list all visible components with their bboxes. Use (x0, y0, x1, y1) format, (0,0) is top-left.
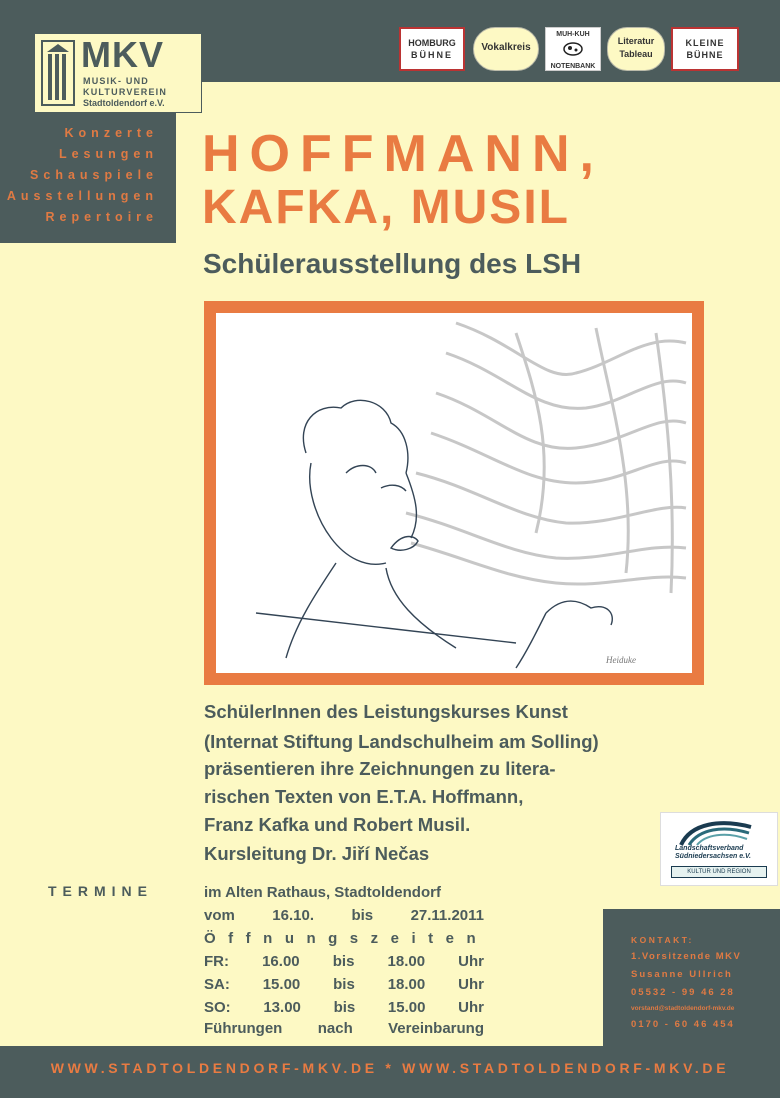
venue-text: im Alten Rathaus, Stadtoldendorf (204, 884, 441, 901)
footer-band (0, 1046, 780, 1098)
footer-url[interactable]: WWW.STADTOLDENDORF-MKV.DE * WWW.STADTOLDENDORF-MKV.DE (50, 1060, 730, 1076)
hours-row-sa (204, 976, 484, 993)
muhkuh-line2: NOTENBANK (550, 63, 596, 70)
hours-bis: bis (333, 976, 355, 993)
tours-word3: Vereinbarung (388, 1020, 484, 1037)
hours-bis: bis (333, 999, 356, 1016)
sponsor-line2: Südniedersachsen e.V. (675, 853, 751, 860)
hours-row-fr (204, 953, 484, 970)
logo-line3: Stadtoldendorf e.V. (83, 98, 165, 108)
muhkuh-line1: MUH-KUH (556, 31, 590, 38)
homburg-line2: BÜHNE (410, 50, 453, 60)
subtitle: Schülerausstellung des LSH (203, 248, 582, 279)
opening-hours-title (204, 930, 489, 947)
contact-name: Susanne Ullrich (631, 969, 733, 980)
nav-item-ausstellungen: Ausstellungen (6, 189, 158, 203)
hours-to: 18.00 (387, 953, 426, 970)
dates-bis-label: bis (351, 907, 374, 924)
kleine-line2: BÜHNE (686, 50, 724, 60)
muhkuh-logo (545, 27, 601, 71)
tours-word2: nach (317, 1020, 353, 1037)
description-line1: SchülerInnen des Leistungskurses Kunst (204, 701, 568, 722)
nav-item-schauspiele: Schauspiele (30, 168, 158, 182)
artwork-signature: Heiduke (606, 655, 636, 665)
termine-label: TERMINE (48, 883, 153, 899)
contact-role: 1.Vorsitzende MKV (631, 951, 742, 962)
dates-end: 27.11.2011 (410, 907, 484, 924)
description-line6: Kursleitung Dr. Jiří Nečas (204, 843, 430, 864)
hours-day: FR: (204, 953, 229, 970)
termine-dates (204, 907, 484, 924)
description-line4: rischen Texten von E.T.A. Hoffmann, (204, 786, 524, 807)
dates-from-label: vom (204, 907, 235, 924)
hours-to: 18.00 (387, 976, 426, 993)
tours-row (204, 1020, 484, 1037)
nav-item-repertoire: Repertoire (45, 210, 158, 224)
contact-title: KONTAKT: (631, 935, 694, 945)
literatur-line2: Tableau (619, 49, 653, 59)
logo-line1: MUSIK- UND (83, 76, 149, 86)
tower-icon (41, 40, 75, 106)
hours-title-text: Öffnungszeiten (204, 930, 489, 947)
tours-word1: Führungen (204, 1020, 283, 1037)
nav-item-lesungen: Lesungen (58, 147, 158, 161)
contact-email[interactable]: vorstand@stadtoldendorf-mkv.de (631, 1005, 735, 1012)
vokalkreis-logo (473, 27, 539, 71)
hours-to: 15.00 (387, 999, 426, 1016)
landschaftsverband-logo (660, 812, 778, 886)
artwork-frame (204, 301, 704, 685)
headline-line1: HOFFMANN, (202, 125, 604, 183)
description-line3: präsentieren ihre Zeichnungen zu litera- (204, 758, 556, 779)
hours-from: 13.00 (263, 999, 301, 1016)
landschaftsverband-emblem-icon (661, 813, 777, 847)
hours-day: SA: (204, 976, 230, 993)
hours-from: 15.00 (262, 976, 301, 993)
contact-box (603, 909, 780, 1046)
homburg-line1: HOMBURG (408, 38, 456, 48)
hours-unit: Uhr (458, 999, 484, 1016)
artwork-drawing (216, 313, 692, 673)
cow-icon (561, 40, 585, 58)
literatur-line1: Literatur (617, 36, 655, 46)
headline-line2: KAFKA, MUSIL (202, 181, 570, 234)
contact-mobile: 0170 - 60 46 454 (631, 1019, 735, 1030)
description-line2: (Internat Stiftung Landschulheim am Solling) (204, 731, 599, 752)
nav-item-konzerte: Konzerte (64, 126, 158, 140)
literatur-tableau-logo (607, 27, 665, 71)
hours-unit: Uhr (458, 976, 484, 993)
hours-from: 16.00 (262, 953, 300, 970)
hours-row-so (204, 999, 484, 1016)
hours-day: SO: (204, 999, 231, 1016)
description-line5: Franz Kafka und Robert Musil. (204, 814, 471, 835)
hours-bis: bis (332, 953, 355, 970)
logo-name: MKV (81, 34, 164, 75)
kleine-buehne-logo (671, 27, 739, 71)
mkv-logo (34, 33, 202, 113)
contact-phone: 05532 - 99 46 28 (631, 987, 735, 998)
termine-venue (204, 884, 484, 901)
vokalkreis-label: Vokalkreis (481, 42, 531, 53)
kleine-line1: KLEINE (685, 38, 725, 48)
hours-unit: Uhr (458, 953, 484, 970)
sponsor-line3: KULTUR UND REGION (671, 866, 767, 878)
sponsor-line1: Landschaftsverband (675, 845, 744, 852)
logo-line2: KULTURVEREIN (83, 87, 168, 97)
dates-start: 16.10. (272, 907, 314, 924)
homburg-buehne-logo (399, 27, 465, 71)
